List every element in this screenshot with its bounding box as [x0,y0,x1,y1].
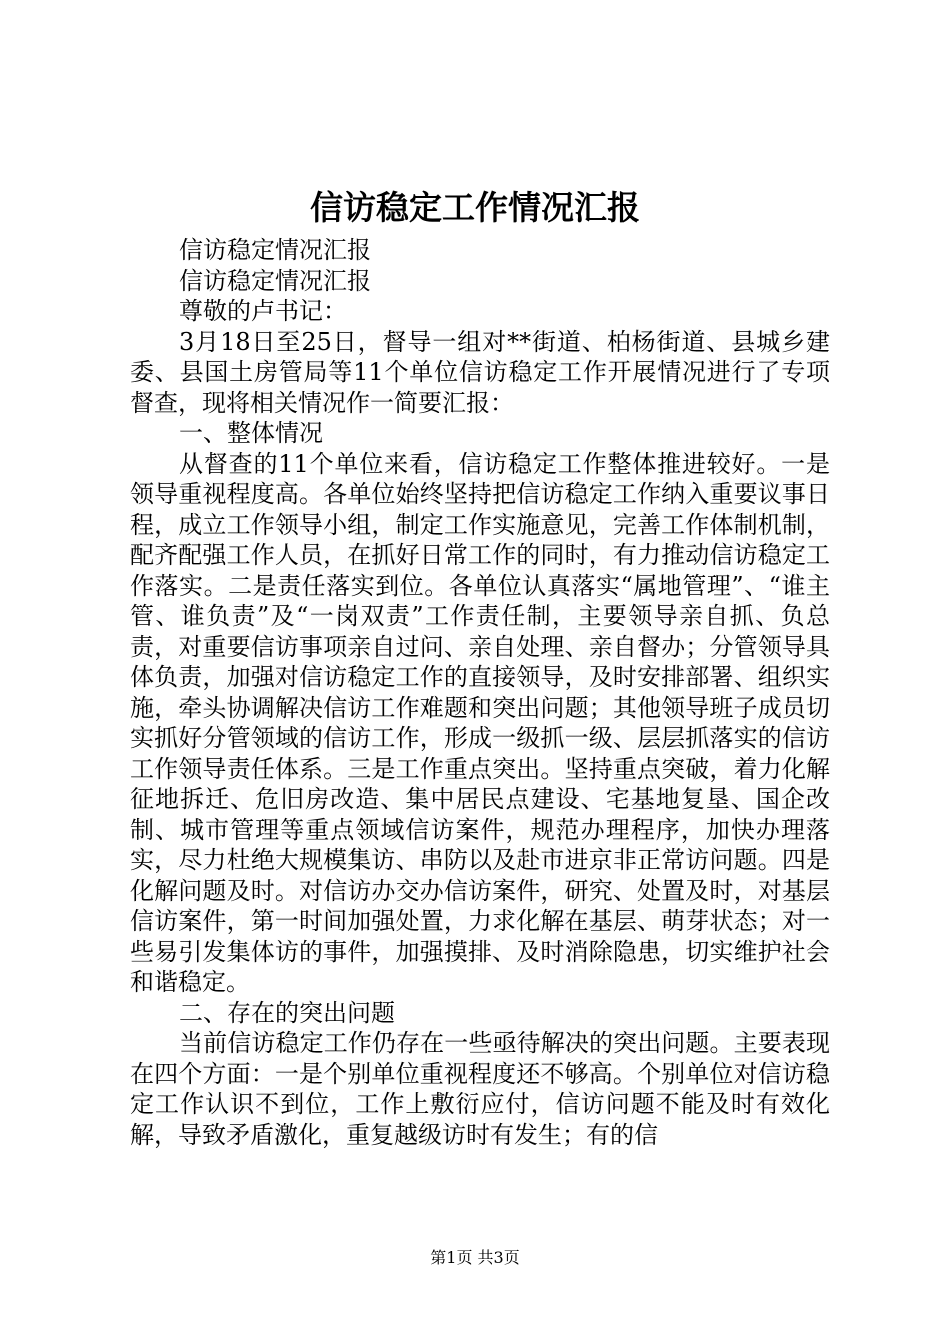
paragraph: 当前信访稳定工作仍存在一些亟待解决的突出问题。主要表现在四个方面：一是个别单位重视程度还不够高。个别单位对信访稳定工作认识不到位，工作上敷衍应付，信访问题不能及时有效化解，导致矛盾激化，重复越级访时有发生；有的信 [130,1029,830,1149]
page-number: 第1页 共3页 [430,1248,520,1267]
paragraph: 3月18日至25日，督导一组对**街道、柏杨街道、县城乡建委、县国土房管局等11个单位信访稳定工作开展情况进行了专项督查，现将相关情况作一简要汇报： [130,327,830,417]
section-heading: 一、整体情况 [179,419,323,447]
paragraph: 信访稳定情况汇报 [179,236,371,264]
salutation: 尊敬的卢书记： [179,297,347,325]
paragraph: 信访稳定情况汇报 [179,266,371,295]
section-heading: 二、存在的突出问题 [179,998,395,1027]
paragraph: 从督查的11个单位来看，信访稳定工作整体推进较好。一是领导重视程度高。各单位始终坚持把信访稳定工作纳入重要议事日程，成立工作领导小组，制定工作实施意见，完善工作体制机制，配齐配强工作人员，在抓好日常工作的同时，有力推动信访稳定工作落实。二是责任落实到位。各单位认真落实“属地管理”、“谁主管、谁负责”及“一岗双责”工作责任制，主要领导亲自抓、负总责，对重要信访事项亲自过问、亲自处理、亲自督办；分管领导具体负责，加强对信访稳定工作的直接领导，及时安排部署、组织实施，牵头协调解决信访工作难题和突出问题；其他领导班子成员切实抓好分管领域的信访工作，形成一级抓一级、层层抓落实的信访工作领导责任体系。三是工作重点突出。坚持重点突破，着力化解征地拆迁、危旧房改造、集中居民点建设、宅基地复垦、国企改制、城市管理等重点领域信访案件，规范办理程序，加快办理落实，尽力杜绝大规模集访、串防以及赴市进京非正常访问题。四是化解问题及时。对信访办交办信访案件，研究、处置及时，对基层信访案件，第一时间加强处置，力求化解在基层、萌芽状态；对一些易引发集体访的事件，加强摸排、及时消除隐患，切实维护社会和谐稳定。 [130,449,830,996]
document-title: 信访稳定工作情况汇报 [310,188,640,227]
document-body [130,235,830,1150]
